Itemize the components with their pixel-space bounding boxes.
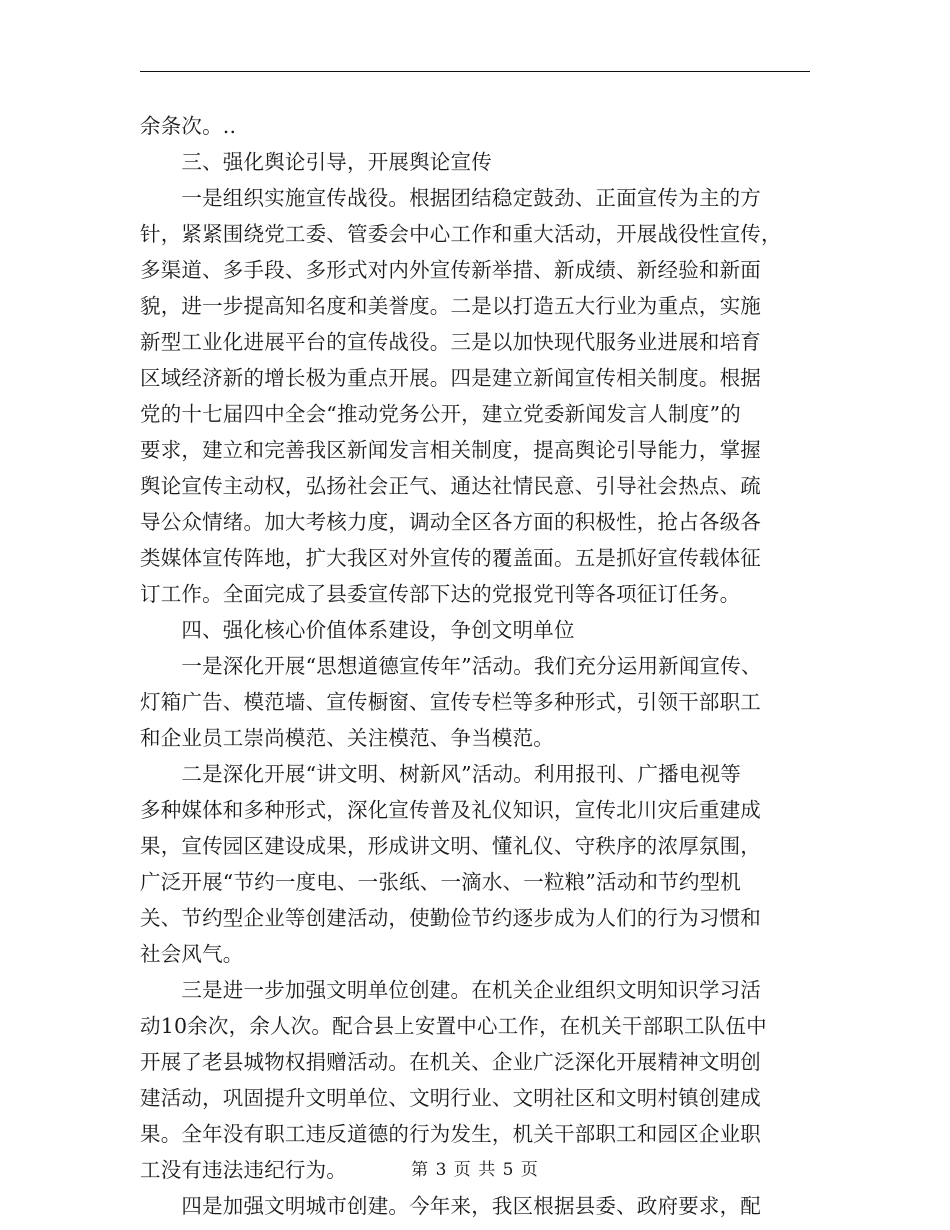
text-line: 工没有违法违纪行为。 bbox=[140, 1158, 347, 1182]
text-line: 动10余次，余人次。配合县上安置中心工作，在机关干部职工队伍中 bbox=[140, 1014, 767, 1038]
text-line: 针，紧紧围绕党工委、管委会中心工作和重大活动，开展战役性宣传， bbox=[140, 222, 782, 246]
text-line: 二是深化开展“讲文明、树新风”活动。利用报刊、广播电视等 bbox=[140, 762, 741, 786]
text-line: 果，宣传园区建设成果，形成讲文明、懂礼仪、守秩序的浓厚氛围， bbox=[140, 834, 761, 858]
text-line: 新型工业化进展平台的宣传战役。三是以加快现代服务业进展和培育 bbox=[140, 330, 761, 354]
text-line: 开展了老县城物权捐赠活动。在机关、企业广泛深化开展精神文明创 bbox=[140, 1050, 761, 1074]
text-line: 和企业员工崇尚模范、关注模范、争当模范。 bbox=[140, 726, 554, 750]
text-line: 貌，进一步提高知名度和美誉度。二是以打造五大行业为重点，实施 bbox=[140, 294, 761, 318]
text-line: 多渠道、多手段、多形式对内外宣传新举措、新成绩、新经验和新面 bbox=[140, 258, 761, 282]
text-line: 区域经济新的增长极为重点开展。四是建立新闻宣传相关制度。根据 bbox=[140, 366, 761, 390]
text-line: 广泛开展“节约一度电、一张纸、一滴水、一粒粮”活动和节约型机 bbox=[140, 870, 741, 894]
header-rule bbox=[140, 71, 810, 72]
text-line: 三是进一步加强文明单位创建。在机关企业组织文明知识学习活 bbox=[140, 978, 761, 1002]
text-line: 订工作。全面完成了县委宣传部下达的党报党刊等各项征订任务。 bbox=[140, 582, 741, 606]
text-line: 要求，建立和完善我区新闻发言相关制度，提高舆论引导能力，掌握 bbox=[140, 438, 761, 462]
text-line: 余条次。.. bbox=[140, 114, 237, 138]
document-body bbox=[140, 108, 800, 1224]
text-line: 一是组织实施宣传战役。根据团结稳定鼓劲、正面宣传为主的方 bbox=[140, 186, 761, 210]
text-line: 社会风气。 bbox=[140, 942, 244, 966]
text-line: 一是深化开展“思想道德宣传年”活动。我们充分运用新闻宣传、 bbox=[140, 654, 762, 678]
text-line: 关、节约型企业等创建活动，使勤俭节约逐步成为人们的行为习惯和 bbox=[140, 906, 761, 930]
text-line: 舆论宣传主动权，弘扬社会正气、通达社情民意、引导社会热点、疏 bbox=[140, 474, 761, 498]
text-line: 果。全年没有职工违反道德的行为发生，机关干部职工和园区企业职 bbox=[140, 1122, 761, 1146]
text-line: 建活动，巩固提升文明单位、文明行业、文明社区和文明村镇创建成 bbox=[140, 1086, 761, 1110]
text-line: 灯箱广告、模范墙、宣传橱窗、宣传专栏等多种形式，引领干部职工 bbox=[140, 690, 761, 714]
text-line: 党的十七届四中全会“推动党务公开，建立党委新闻发言人制度”的 bbox=[140, 402, 741, 426]
text-line: 四是加强文明城市创建。今年来，我区根据县委、政府要求，配 bbox=[140, 1194, 761, 1218]
text-line: 四、强化核心价值体系建设，争创文明单位 bbox=[140, 618, 575, 642]
text-line: 多种媒体和多种形式，深化宣传普及礼仪知识，宣传北川灾后重建成 bbox=[140, 798, 761, 822]
text-line: 导公众情绪。加大考核力度，调动全区各方面的积极性，抢占各级各 bbox=[140, 510, 761, 534]
text-line: 类媒体宣传阵地，扩大我区对外宣传的覆盖面。五是抓好宣传载体征 bbox=[140, 546, 761, 570]
page-number-footer: 第 3 页 共 5 页 bbox=[411, 1160, 539, 1180]
text-line: 三、强化舆论引导，开展舆论宣传 bbox=[140, 150, 492, 174]
